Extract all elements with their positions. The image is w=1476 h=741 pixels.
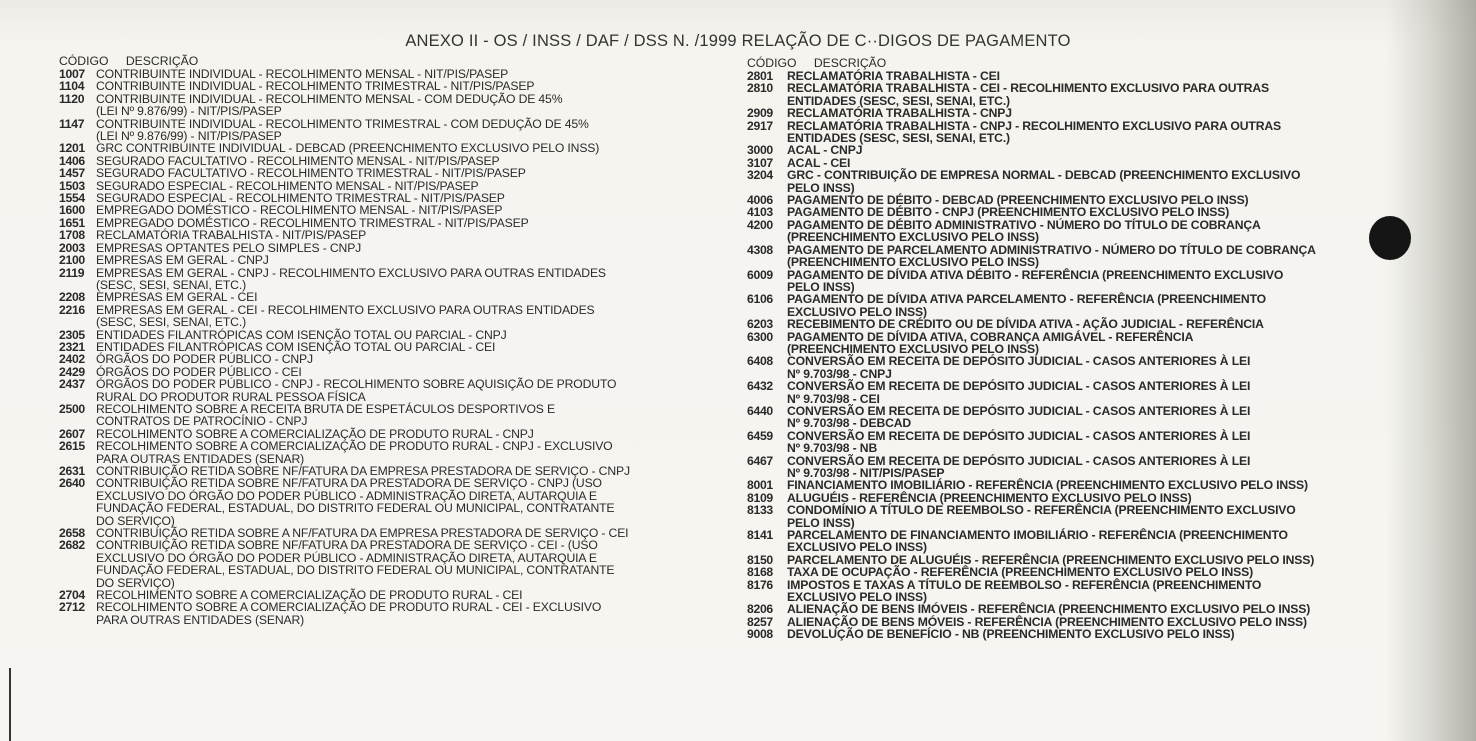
code-entry	[747, 430, 1407, 455]
entry-code: 2429	[59, 364, 85, 379]
entry-code: 2704	[59, 588, 85, 603]
entry-code: 8168	[747, 565, 773, 580]
entry-description: DEVOLUÇÃO DE BENEFÍCIO - NB (PREENCHIMENTO EXCLUSIVO PELO INSS)	[787, 627, 1235, 642]
entry-description: CONVERSÃO EM RECEITA DE DEPÓSITO JUDICIAL - CASOS ANTERIORES À LEI Nº 9.703/98 - CEI	[787, 379, 1251, 406]
code-entry	[59, 142, 739, 154]
entry-code: 1120	[59, 91, 85, 106]
entry-code: 1554	[59, 191, 85, 206]
entry-code: 3107	[747, 155, 773, 170]
code-entry	[747, 504, 1407, 529]
entry-code: 1007	[59, 67, 85, 81]
code-entry	[747, 380, 1407, 405]
entry-code: 8109	[747, 490, 773, 505]
entry-code: 8150	[747, 552, 773, 567]
entry-code: 2712	[59, 600, 85, 615]
entry-description: EMPRESAS EM GERAL - CNPJ	[96, 253, 269, 268]
entry-description: CONTRIBUIÇÃO RETIDA SOBRE NF/FATURA DA PRESTADORA DE SERVIÇO - CNPJ (USO EXCLUSIVO DO ÓRGÃO DO PODER PÚBLICO - ADMINISTRAÇÃO DIRETA, AUTARQUIA E FUNDAÇÃO FEDERAL, ESTADUAL, DO DISTRITO FEDERAL OU MUNICIPAL, CONTRATANTE DO SERVIÇO)	[96, 476, 615, 528]
entry-description: EMPRESAS EM GERAL - CNPJ - RECOLHIMENTO EXCLUSIVO PARA OUTRAS ENTIDADES (SESC, SESI, SENAI, ETC.)	[96, 265, 606, 292]
entry-description: ENTIDADES FILANTRÓPICAS COM ISENÇÃO TOTAL OU PARCIAL - CNPJ	[96, 327, 507, 342]
left-code-column	[59, 55, 739, 626]
entry-description: CONVERSÃO EM RECEITA DE DEPÓSITO JUDICIAL - CASOS ANTERIORES À LEI Nº 9.703/98 - DEBCAD	[787, 403, 1251, 431]
entry-description: RECLAMATÓRIA TRABALHISTA - CNPJ	[787, 106, 1012, 121]
code-entry	[747, 405, 1407, 430]
entry-description: EMPRESAS EM GERAL - CEI	[96, 290, 258, 305]
entry-code: 2909	[747, 106, 773, 121]
code-entry	[59, 167, 739, 179]
code-entry	[747, 331, 1407, 356]
left-entries	[59, 68, 739, 626]
code-entry	[747, 318, 1407, 330]
code-entry	[747, 120, 1407, 145]
code-entry	[59, 229, 739, 241]
entry-description: EMPRESAS OPTANTES PELO SIMPLES - CNPJ	[96, 240, 362, 255]
entry-code: 8257	[747, 614, 773, 629]
entry-description: ÓRGÃOS DO PODER PÚBLICO - CEI	[96, 364, 302, 379]
entry-code: 2917	[747, 118, 773, 133]
code-entry	[59, 118, 739, 143]
entry-description: SEGURADO ESPECIAL - RECOLHIMENTO TRIMESTRAL - NIT/PIS/PASEP	[96, 191, 505, 206]
code-entry	[747, 219, 1407, 244]
entry-description: IMPOSTOS E TAXAS A TÍTULO DE REEMBOLSO - REFERÊNCIA (PREENCHIMENTO EXCLUSIVO PELO INSS)	[787, 577, 1262, 605]
entry-code: 4308	[747, 242, 773, 257]
entry-description: PARCELAMENTO DE ALUGUÉIS - REFERÊNCIA (PREENCHIMENTO EXCLUSIVO PELO INSS)	[787, 552, 1315, 567]
entry-code: 8001	[747, 478, 773, 493]
entry-description: SEGURADO ESPECIAL - RECOLHIMENTO MENSAL - NIT/PIS/PASEP	[96, 178, 479, 193]
code-entry	[59, 267, 739, 292]
right-header-desc: DESCRIÇÃO	[813, 56, 887, 70]
entry-description: PAGAMENTO DE DÉBITO - DEBCAD (PREENCHIMENTO EXCLUSIVO PELO INSS)	[787, 193, 1249, 208]
entry-description: ÓRGÃOS DO PODER PÚBLICO - CNPJ	[96, 352, 313, 367]
entry-code: 2658	[59, 526, 85, 541]
entry-description: RECOLHIMENTO SOBRE A COMERCIALIZAÇÃO DE PRODUTO RURAL - CNPJ	[96, 426, 534, 441]
entry-code: 6467	[747, 453, 773, 468]
right-entries	[747, 70, 1407, 641]
code-entry	[747, 144, 1407, 156]
entry-description: CONTRIBUINTE INDIVIDUAL - RECOLHIMENTO MENSAL - NIT/PIS/PASEP	[96, 67, 509, 81]
entry-code: 6106	[747, 292, 773, 307]
code-entry	[747, 579, 1407, 604]
code-entry	[747, 455, 1407, 480]
entry-description: CONTRIBUINTE INDIVIDUAL - RECOLHIMENTO TRIMESTRAL - COM DEDUÇÃO DE 45% (LEI Nº 9.876/99) - NIT/PIS/PASEP	[96, 116, 589, 144]
code-entry	[747, 169, 1407, 194]
entry-code: 6459	[747, 428, 773, 443]
page-title: ANEXO II - OS / INSS / DAF / DSS N. /1999 RELAÇÃO DE C··DIGOS DE PAGAMENTO	[405, 31, 1071, 50]
entry-description: RECLAMATÓRIA TRABALHISTA - CEI - RECOLHIMENTO EXCLUSIVO PARA OUTRAS ENTIDADES (SESC, SESI, SENAI, ETC.)	[787, 81, 1269, 108]
code-entry	[59, 80, 739, 92]
entry-description: CONTRIBUINTE INDIVIDUAL - RECOLHIMENTO MENSAL - COM DEDUÇÃO DE 45% (LEI Nº 9.876/99) - NIT/PIS/PASEP	[96, 91, 563, 119]
entry-description: PAGAMENTO DE DÍVIDA ATIVA, COBRANÇA AMIGÁVEL - REFERÊNCIA (PREENCHIMENTO EXCLUSIVO PELO INSS)	[787, 329, 1194, 356]
code-entry	[747, 529, 1407, 554]
code-entry	[59, 477, 739, 527]
entry-description: CONDOMÍNIO A TÍTULO DE REEMBOLSO - REFERÊNCIA (PREENCHIMENTO EXCLUSIVO PELO INSS)	[787, 503, 1296, 530]
entry-code: 2631	[59, 464, 85, 478]
code-entry	[59, 440, 739, 465]
entry-description: ALIENAÇÃO DE BENS IMÓVEIS - REFERÊNCIA (PREENCHIMENTO EXCLUSIVO PELO INSS)	[787, 602, 1311, 617]
entry-description: ENTIDADES FILANTRÓPICAS COM ISENÇÃO TOTAL OU PARCIAL - CEI	[96, 339, 496, 354]
code-entry	[747, 479, 1407, 491]
entry-description: CONTRIBUINTE INDIVIDUAL - RECOLHIMENTO TRIMESTRAL - NIT/PIS/PASEP	[96, 79, 535, 94]
entry-code: 1708	[59, 228, 85, 243]
entry-description: TAXA DE OCUPAÇÃO - REFERÊNCIA (PREENCHIMENTO EXCLUSIVO PELO INSS)	[787, 565, 1254, 580]
entry-code: 2321	[59, 339, 85, 354]
entry-description: RECLAMATÓRIA TRABALHISTA - NIT/PIS/PASEP	[96, 228, 367, 243]
entry-description: RECOLHIMENTO SOBRE A COMERCIALIZAÇÃO DE PRODUTO RURAL - CEI	[96, 588, 523, 603]
entry-code: 4103	[747, 205, 773, 220]
entry-code: 2208	[59, 290, 85, 305]
entry-code: 2801	[747, 69, 773, 83]
entry-description: RECEBIMENTO DE CRÉDITO OU DE DÍVIDA ATIVA - AÇÃO JUDICIAL - REFERÊNCIA	[787, 317, 1264, 332]
entry-description: ACAL - CNPJ	[787, 143, 863, 158]
code-entry	[747, 107, 1407, 119]
code-entry	[59, 291, 739, 303]
page-edge-line	[9, 668, 11, 741]
entry-code: 4200	[747, 217, 773, 232]
entry-description: RECOLHIMENTO SOBRE A COMERCIALIZAÇÃO DE PRODUTO RURAL - CEI - EXCLUSIVO PARA OUTRAS ENTIDADES (SENAR)	[96, 600, 602, 627]
entry-code: 2003	[59, 240, 85, 255]
entry-description: ÓRGÃOS DO PODER PÚBLICO - CNPJ - RECOLHIMENTO SOBRE AQUISIÇÃO DE PRODUTO RURAL DO PRODUTOR RURAL PESSOA FÍSICA	[96, 377, 617, 404]
code-entry	[59, 204, 739, 216]
entry-description: RECOLHIMENTO SOBRE A COMERCIALIZAÇÃO DE PRODUTO RURAL - CNPJ - EXCLUSIVO PARA OUTRAS ENTIDADES (SENAR)	[96, 439, 613, 466]
entry-description: RECLAMATÓRIA TRABALHISTA - CEI	[787, 69, 1000, 83]
entry-code: 2119	[59, 265, 85, 280]
code-entry	[747, 628, 1407, 640]
entry-description: GRC CONTRIBUINTE INDIVIDUAL - DEBCAD (PREENCHIMENTO EXCLUSIVO PELO INSS)	[96, 141, 600, 156]
entry-code: 1600	[59, 203, 85, 218]
entry-description: RECLAMATÓRIA TRABALHISTA - CNPJ - RECOLHIMENTO EXCLUSIVO PARA OUTRAS ENTIDADES (SESC, SESI, SENAI, ETC.)	[787, 118, 1281, 146]
right-header-code: CÓDIGO	[747, 56, 797, 70]
entry-code: 9008	[747, 627, 773, 642]
left-header-desc: DESCRIÇÃO	[125, 54, 199, 68]
entry-description: SEGURADO FACULTATIVO - RECOLHIMENTO MENSAL - NIT/PIS/PASEP	[96, 153, 500, 168]
entry-description: PAGAMENTO DE DÉBITO ADMINISTRATIVO - NÚMERO DO TÍTULO DE COBRANÇA (PREENCHIMENTO EXCLUSIVO PELO INSS)	[787, 217, 1261, 245]
code-entry	[747, 269, 1407, 294]
entry-description: EMPREGADO DOMÉSTICO - RECOLHIMENTO MENSAL - NIT/PIS/PASEP	[96, 203, 503, 218]
entry-code: 2682	[59, 538, 85, 553]
code-entry	[59, 304, 739, 329]
code-entry	[59, 601, 739, 626]
entry-code: 1201	[59, 141, 85, 156]
entry-code: 2640	[59, 476, 85, 491]
code-entry	[747, 355, 1407, 380]
entry-code: 6009	[747, 267, 773, 282]
entry-code: 8133	[747, 503, 773, 518]
entry-code: 8206	[747, 602, 773, 617]
entry-code: 2615	[59, 439, 85, 454]
entry-description: EMPREGADO DOMÉSTICO - RECOLHIMENTO TRIMESTRAL - NIT/PIS/PASEP	[96, 215, 529, 230]
paper-stain	[1386, 0, 1476, 741]
entry-description: RECOLHIMENTO SOBRE A RECEITA BRUTA DE ESPETÁCULOS DESPORTIVOS E CONTRATOS DE PATROCÍNIO - CNPJ	[96, 401, 555, 429]
entry-code: 2402	[59, 352, 85, 367]
entry-code: 1406	[59, 153, 85, 168]
left-header-code: CÓDIGO	[59, 54, 109, 68]
code-entry	[59, 93, 739, 118]
code-entry	[747, 82, 1407, 107]
entry-code: 1503	[59, 178, 85, 193]
code-entry	[747, 206, 1407, 218]
entry-description: ALUGUÉIS - REFERÊNCIA (PREENCHIMENTO EXCLUSIVO PELO INSS)	[787, 490, 1192, 505]
entry-description: CONVERSÃO EM RECEITA DE DEPÓSITO JUDICIAL - CASOS ANTERIORES À LEI Nº 9.703/98 - NB	[787, 428, 1251, 456]
code-entry	[747, 293, 1407, 318]
entry-description: ALIENAÇÃO DE BENS MÓVEIS - REFERÊNCIA (PREENCHIMENTO EXCLUSIVO PELO INSS)	[787, 614, 1307, 629]
entry-code: 6203	[747, 317, 773, 332]
code-entry	[747, 566, 1407, 578]
entry-code: 6408	[747, 354, 773, 369]
entry-code: 3204	[747, 168, 773, 183]
code-entry	[59, 378, 739, 403]
code-entry	[747, 603, 1407, 615]
entry-code: 2216	[59, 302, 85, 317]
entry-code: 2607	[59, 426, 85, 441]
entry-code: 1104	[59, 79, 85, 94]
entry-description: SEGURADO FACULTATIVO - RECOLHIMENTO TRIMESTRAL - NIT/PIS/PASEP	[96, 166, 526, 181]
entry-description: GRC - CONTRIBUIÇÃO DE EMPRESA NORMAL - DEBCAD (PREENCHIMENTO EXCLUSIVO PELO INSS)	[787, 168, 1301, 195]
entry-code: 6440	[747, 403, 773, 418]
entry-description: CONTRIBUIÇÃO RETIDA SOBRE NF/FATURA DA EMPRESA PRESTADORA DE SERVIÇO - CNPJ	[96, 464, 630, 478]
entry-description: EMPRESAS EM GERAL - CEI - RECOLHIMENTO EXCLUSIVO PARA OUTRAS ENTIDADES (SESC, SESI, SENAI, ETC.)	[96, 302, 595, 330]
entry-code: 2500	[59, 401, 85, 416]
entry-code: 8141	[747, 528, 773, 543]
entry-description: PARCELAMENTO DE FINANCIAMENTO IMOBILIÁRIO - REFERÊNCIA (PREENCHIMENTO EXCLUSIVO PELO INSS)	[787, 528, 1288, 555]
entry-code: 1147	[59, 116, 85, 131]
ink-blot	[1369, 216, 1411, 260]
entry-code: 6432	[747, 379, 773, 394]
code-entry	[747, 244, 1407, 269]
entry-description: CONVERSÃO EM RECEITA DE DEPÓSITO JUDICIAL - CASOS ANTERIORES À LEI Nº 9.703/98 - CNPJ	[787, 354, 1251, 381]
entry-code: 6300	[747, 329, 773, 344]
entry-code: 4006	[747, 193, 773, 208]
entry-description: PAGAMENTO DE PARCELAMENTO ADMINISTRATIVO - NÚMERO DO TÍTULO DE COBRANÇA (PREENCHIMENTO EXCLUSIVO PELO INSS)	[787, 242, 1316, 270]
entry-code: 1651	[59, 215, 85, 230]
entry-description: CONTRIBUIÇÃO RETIDA SOBRE A NF/FATURA DA EMPRESA PRESTADORA DE SERVIÇO - CEI	[96, 526, 629, 541]
entry-code: 1457	[59, 166, 85, 181]
entry-code: 2100	[59, 253, 85, 268]
entry-code: 2305	[59, 327, 85, 342]
entry-code: 2437	[59, 377, 85, 392]
entry-description: PAGAMENTO DE DÍVIDA ATIVA DÉBITO - REFERÊNCIA (PREENCHIMENTO EXCLUSIVO PELO INSS)	[787, 267, 1284, 294]
code-entry	[59, 403, 739, 428]
entry-description: CONTRIBUIÇÃO RETIDA SOBRE NF/FATURA DA PRESTADORA DE SERVIÇO - CEI - (USO EXCLUSIVO DO ÓRGÃO DO PODER PÚBLICO - ADMINISTRAÇÃO DIRETA, AUTARQUIA E FUNDAÇÃO FEDERAL, ESTADUAL, DO DISTRITO FEDERAL OU MUNICIPAL, CONTRATANTE DO SERVIÇO)	[96, 538, 615, 590]
entry-description: FINANCIAMENTO IMOBILIÁRIO - REFERÊNCIA (PREENCHIMENTO EXCLUSIVO PELO INSS)	[787, 478, 1308, 493]
entry-description: PAGAMENTO DE DÍVIDA ATIVA PARCELAMENTO - REFERÊNCIA (PREENCHIMENTO EXCLUSIVO PELO INSS)	[787, 292, 1266, 319]
entry-description: ACAL - CEI	[787, 155, 851, 170]
code-entry	[59, 254, 739, 266]
entry-code: 3000	[747, 143, 773, 158]
code-entry	[59, 353, 739, 365]
entry-description: CONVERSÃO EM RECEITA DE DEPÓSITO JUDICIAL - CASOS ANTERIORES À LEI Nº 9.703/98 - NIT/PIS/PASEP	[787, 453, 1251, 480]
entry-code: 2810	[747, 81, 773, 96]
entry-description: PAGAMENTO DE DÉBITO - CNPJ (PREENCHIMENTO EXCLUSIVO PELO INSS)	[787, 205, 1230, 220]
right-code-column	[747, 57, 1407, 641]
entry-code: 8176	[747, 577, 773, 592]
code-entry	[59, 539, 739, 589]
